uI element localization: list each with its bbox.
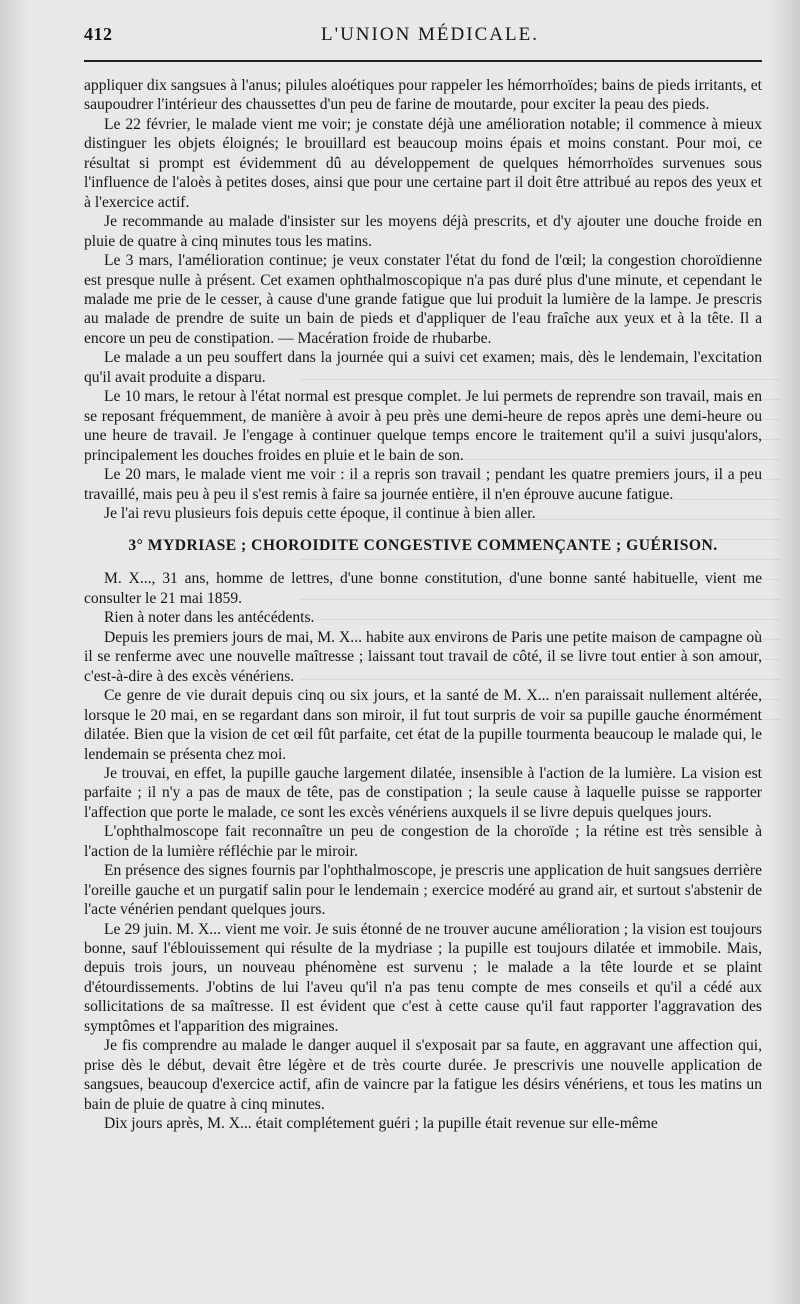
case-paragraph-6: L'ophthalmoscope fait reconnaître un peu de congestion de la choroïde ; la rétine est très sensible à l'action de la lumière réfléchie par le miroir. [84,823,762,860]
paragraph-1: appliquer dix sangsues à l'anus; pilules aloétiques pour rappeler les hémorrhoïdes; bains de pieds irritants, et saupoudrer l'intérieur des chaussettes d'un peu de farine de moutarde, pour exciter la peau des pieds. [84,77,762,114]
case-paragraph-2: Rien à noter dans les antécédents. [104,609,315,627]
case-paragraph-7: En présence des signes fournis par l'ophthalmoscope, je prescris une application de huit sangsues derrière l'oreille gauche et un purgatif salin pour le lendemain ; exercice modéré au grand air, et surtout s'abstenir de l'acte vénérien pendant quelques jours. [84,862,762,919]
paragraph-4: Le 3 mars, l'amélioration continue; je veux constater l'état du fond de l'œil; la congestion choroïdienne est presque nulle à présent. Cet examen ophthalmoscopique n'a pas duré plus d'une minute, et cependant le malade me prie de le cesser, à cause d'une grande fatigue que lui produit la lumière de la lampe. Je prescris au malade de prendre de suite un bain de pieds et d'appliquer de l'eau fraîche aux yeux et à la tête. Il a encore un peu de constipation. — Macération froide de rhubarbe. [84,252,762,347]
case-paragraph-4: Ce genre de vie durait depuis cinq ou six jours, et la santé de M. X... n'en paraissait nullement altérée, lorsque le 20 mai, en se regardant dans son miroir, il fut tout surpris de voir sa pupille gauche énormément dilatée. Bien que la vision de cet œil fût parfaite, cet état de la pupille tourmenta beaucoup le malade qui, le lendemain se présenta chez moi. [84,687,762,763]
case-paragraph-9: Je fis comprendre au malade le danger auquel il s'exposait par sa faute, en aggravant une affection qui, prise dès le début, devait être légère et de très courte durée. Je prescrivis une nouvelle application de sangsues, beaucoup d'exercice actif, afin de vaincre par la fatigue les désirs vénériens, et tous les matins un bain de pluie de quatre à cinq minutes. [84,1037,762,1113]
paragraph-2: Le 22 février, le malade vient me voir; je constate déjà une amélioration notable; il commence à mieux distinguer les objets éloignés; le brouillard est beaucoup moins épais et moins constant. Pour moi, ce résultat si prompt est évidemment dû au développement de quelques hémorrhoïdes survenues sous l'influence de l'aloès à petites doses, ainsi que pour une certaine part il doit être attribué au repos des yeux et à l'exercice actif. [84,115,762,211]
case-paragraph-1: M. X..., 31 ans, homme de lettres, d'une bonne constitution, d'une bonne santé habituelle, vient me consulter le 21 mai 1859. [84,570,762,607]
case-paragraph-10: Dix jours après, M. X... était complétement guéri ; la pupille était revenue sur elle-même [104,1115,658,1133]
page-number: 412 [84,24,113,44]
running-head: L'UNION MÉDICALE. [321,24,539,45]
paragraph-5: Le malade a un peu souffert dans la journée qui a suivi cet examen; mais, dès le lendemain, l'excitation qu'il avait produite a disparu. [84,349,762,386]
article-body [84,76,762,1134]
paragraph-3: Je recommande au malade d'insister sur les moyens déjà prescrits, et d'y ajouter une douche froide en pluie de quatre à cinq minutes tous les matins. [84,213,762,250]
case-paragraph-8: Le 29 juin. M. X... vient me voir. Je suis étonné de ne trouver aucune amélioration ; la vision est toujours bonne, sauf l'éblouissement qui résulte de la mydriase ; la pupille est toujours dilatée et immobile. Mais, depuis trois jours, un nouveau phénomène est survenu ; le malade a la tête lourde et se plaint d'étourdissements. J'obtins de lui l'aveu qu'il n'a pas tenu compte de mes conseils et qu'il a cédé aux sollicitations de sa maîtresse. Il est évident que c'est à cette cause qu'il faut rapporter l'aggravation des symptômes et l'apparition des migraines. [84,920,762,1035]
case-paragraph-3: Depuis les premiers jours de mai, M. X... habite aux environs de Paris une petite maison de campagne où il se renferme avec une nouvelle maîtresse ; laissant tout travail de côté, il se livre tout entier à son amour, c'est-à-dire à des excès vénériens. [84,628,762,685]
section-title: 3° MYDRIASE ; CHOROIDITE CONGESTIVE COMMENÇANTE ; GUÉRISON. [128,537,718,555]
page-header [84,24,762,62]
paragraph-6: Le 10 mars, le retour à l'état normal est presque complet. Je lui permets de reprendre son travail, mais en se reposant fréquemment, de manière à avoir à peu près une demi-heure de repos après une demi-heure ou une heure de travail. Je l'engage à continuer quelque temps encore le traitement qu'il a suivi jusqu'alors, principalement les douches froides en pluie et le bain de son. [84,388,762,464]
paragraph-8: Je l'ai revu plusieurs fois depuis cette époque, il continue à bien aller. [104,504,536,522]
case-paragraph-5: Je trouvai, en effet, la pupille gauche largement dilatée, insensible à l'action de la lumière. La vision est parfaite ; il n'y a pas de maux de tête, pas de constipation ; la seule cause à laquelle puisse se rapporter l'affection que porte le malade, ce sont les excès vénériens auxquels il se livre depuis quelques jours. [84,764,762,821]
paragraph-7: Le 20 mars, le malade vient me voir : il a repris son travail ; pendant les quatre premiers jours, il a peu travaillé, mais peu à peu il s'est remis à faire sa journée entière, il n'en éprouve aucune fatigue. [84,466,762,503]
